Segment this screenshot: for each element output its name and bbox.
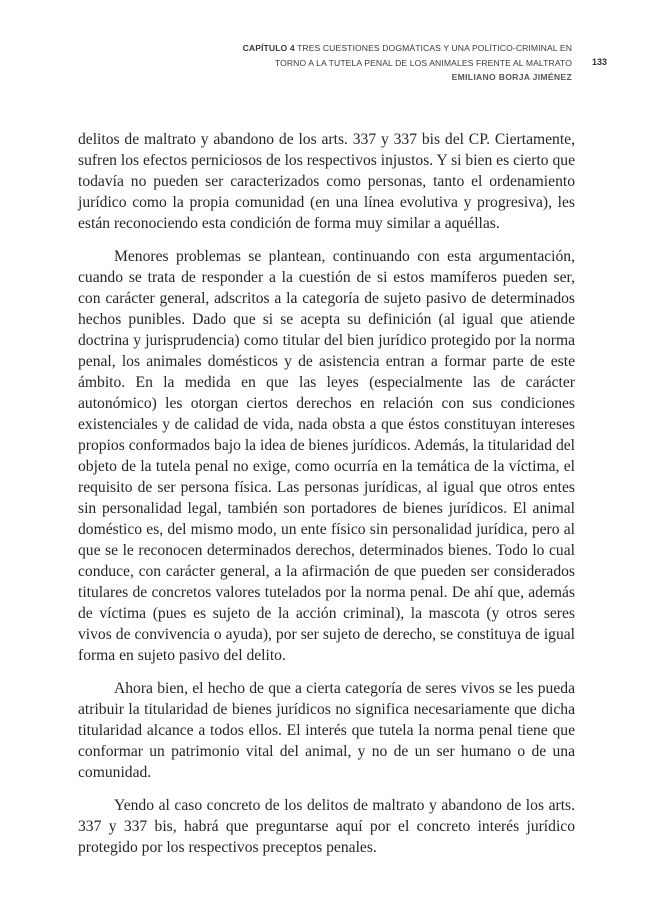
page-number: 133 bbox=[592, 57, 608, 67]
paragraph: Menores problemas se plantean, continuando con esta argumentación, cuando se trata de responder a la cuestión de si estos mamíferos pueden ser, con carácter general, adscritos a la categoría de sujeto pasivo de determinados hechos punibles. Dado que si se acepta su definición (al igual que atiende doctrina y jurisprudencia) como titular del bien jurídico protegido por la norma penal, los animales domésticos y de asistencia entran a formar parte de este ámbito. En la medida en que las leyes (especialmente las de carácter autonómico) les otorgan ciertos derechos en relación con sus condiciones existenciales y de calidad de vida, nada obsta a que éstos constituyan intereses propios conformados bajo la idea de bienes jurídicos. Además, la titularidad del objeto de la tutela penal no exige, como ocurría en la temática de la víctima, el requisito de ser persona física. Las personas jurídicas, al igual que otros entes sin personalidad legal, también son portadores de bienes jurídicos. El animal doméstico es, del mismo modo, un ente físico sin personalidad jurídica, pero al que se le reconocen determinados derechos, determinados bienes. Todo lo cual conduce, con carácter general, a la afirmación de que pueden ser considerados titulares de concretos valores tutelados por la norma penal. De ahí que, además de víctima (pues es sujeto de la acción criminal), la mascota (y otros seres vivos de convivencia o ayuda), por ser sujeto de derecho, se constituya de igual forma en sujeto pasivo del delito. bbox=[78, 248, 575, 664]
paragraph: Ahora bien, el hecho de que a cierta categoría de seres vivos se les pueda atribuir la titularidad de bienes jurídicos no significa necesariamente que dicha titularidad alcance a todos ellos. El interés que tutela la norma penal tiene que conformar un patrimonio vital del animal, y no de un ser humano o de una comunidad. bbox=[78, 680, 575, 781]
author-name: EMILIANO BORJA JIMÉNEZ bbox=[451, 72, 572, 82]
chapter-heading-line1 bbox=[152, 41, 572, 56]
chapter-title-line2: TORNO A LA TUTELA PENAL DE LOS ANIMALES FRENTE AL MALTRATO bbox=[274, 57, 572, 68]
paragraph: delitos de maltrato y abandono de los arts. 337 y 337 bis del CP. Ciertamente, sufren los efectos perniciosos de los respectivos injustos. Y si bien es cierto que todavía no pueden ser caracterizados como personas, tanto el ordenamiento jurídico como la propia comunidad (en una línea evolutiva y progresiva), les están reconociendo esta condición de forma muy similar a aquéllas. bbox=[78, 131, 575, 232]
body-text bbox=[78, 129, 575, 858]
paragraph: Yendo al caso concreto de los delitos de maltrato y abandono de los arts. 337 y 337 bis, habrá que preguntarse aquí por el concreto interés jurídico protegido por los respectivos preceptos penales. bbox=[78, 797, 575, 856]
chapter-label: CAPÍTULO 4 bbox=[242, 43, 295, 53]
running-header bbox=[152, 41, 572, 85]
chapter-title-line1: TRES CUESTIONES DOGMÁTICAS Y UNA POLÍTICO-CRIMINAL EN bbox=[297, 43, 572, 53]
